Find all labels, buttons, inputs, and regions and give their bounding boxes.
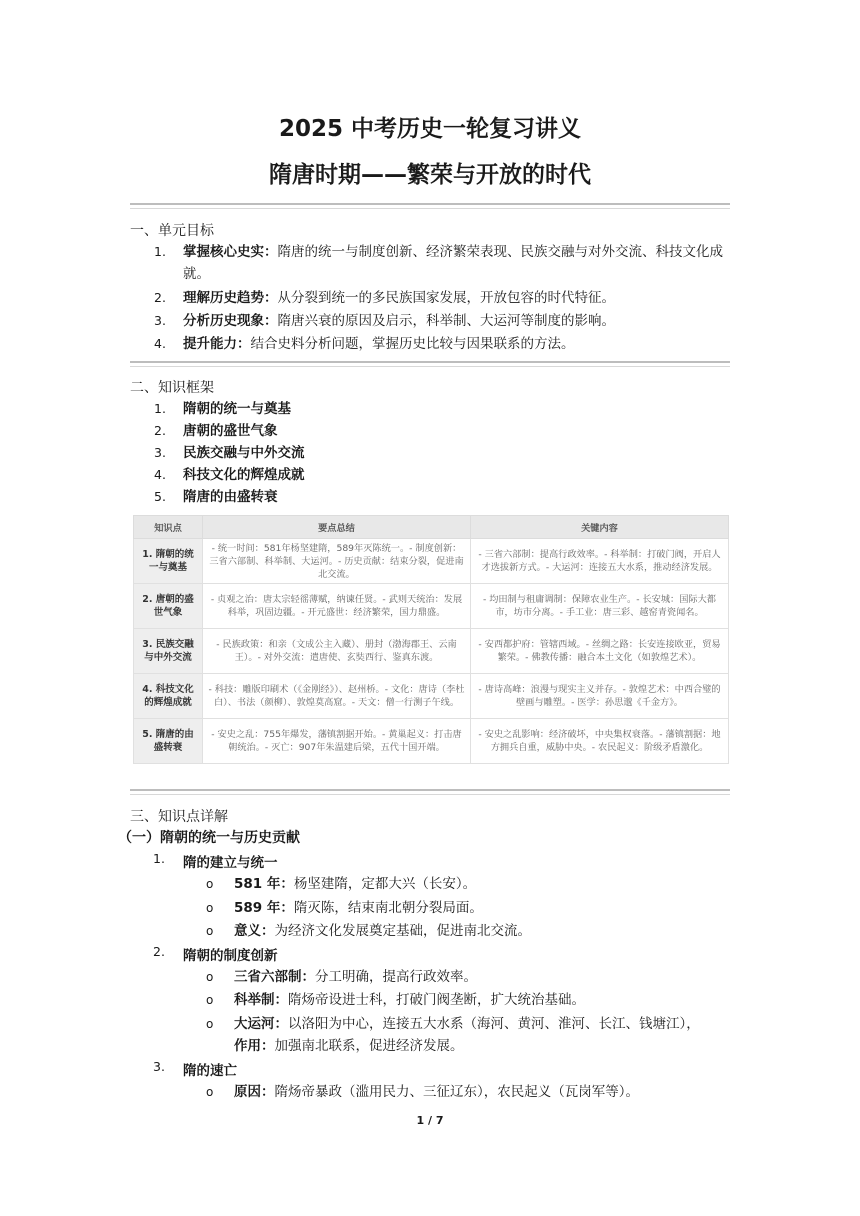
part-title: 隋的速亡 [183,1063,237,1079]
bullet-item [206,1013,736,1057]
bullet-text: 隋炀帝暴政（滥用民力、三征辽东），农民起义（瓦岗军等）。 [274,1084,639,1100]
goal-label: 提升能力： [183,336,251,352]
framework-item [130,486,730,508]
part-title: 隋朝的制度创新 [183,948,278,964]
framework-text: 唐朝的盛世气象 [183,423,278,439]
bullet-label: 大运河： [234,1016,288,1032]
bullet-text: 隋灭陈，结束南北朝分裂局面。 [293,900,483,916]
goal-text: 结合史料分析问题，掌握历史比较与因果联系的方法。 [250,336,575,352]
bullet-label: 581 年： [234,876,294,892]
bullet-item [206,873,736,895]
framework-text: 隋唐的由盛转衰 [183,489,278,505]
item-number: 2. [153,944,165,959]
bullet-label: 589 年： [234,900,294,916]
bullet-text: 加强南北联系，促进经济发展。 [274,1038,464,1054]
bullet-item [206,897,736,919]
section-heading-goals: 一、单元目标 [130,223,214,239]
table-cell: - 统一时间：581年杨坚建隋，589年灭陈统一。- 制度创新：三省六部制、科举制、大运河。- 历史贡献：结束分裂，促进南北交流。 [203,539,471,584]
bullet-text: 分工明确，提高行政效率。 [315,969,477,985]
goal-item [130,310,730,332]
framework-item [130,420,730,442]
item-number: 2. [154,290,166,305]
bullet-icon: o [206,1017,214,1031]
bullet-label: 原因： [234,1084,275,1100]
bullet-text: 以洛阳为中心，连接五大水系（海河、黄河、淮河、长江、钱塘江）， [288,1016,700,1032]
bullet-label: 作用： [234,1038,275,1054]
framework-text: 民族交融与中外交流 [183,445,305,461]
knowledge-table [133,515,729,764]
document-title: 2025 中考历史一轮复习讲义 [278,116,582,142]
goal-text: 从分裂到统一的多民族国家发展，开放包容的时代特征。 [277,290,615,306]
table-row [134,674,729,719]
table-header-row [134,516,729,539]
table-row [134,584,729,629]
item-number: 1. [154,244,166,259]
bullet-text: 杨坚建隋，定都大兴（长安）。 [293,876,477,892]
section-heading-details: 三、知识点详解 [130,809,228,825]
goal-label: 分析历史现象： [183,313,278,329]
item-number: 3. [154,313,166,328]
bullet-icon: o [206,993,214,1007]
framework-item [130,398,730,420]
table-cell: 4. 科技文化的辉煌成就 [134,674,203,719]
divider [130,203,730,209]
bullet-text: 为经济文化发展奠定基础，促进南北交流。 [274,923,531,939]
bullet-item [206,966,736,988]
item-number: 3. [154,445,166,460]
table-cell: 2. 唐朝的盛世气象 [134,584,203,629]
goals-list [130,241,730,355]
table-cell: - 安史之乱影响：经济破坏，中央集权衰落。- 藩镇割据：地方拥兵自重，威胁中央。- 农民起义：阶级矛盾激化。 [471,719,729,764]
framework-text: 科技文化的辉煌成就 [183,467,305,483]
table-header-cell: 关键内容 [471,516,729,539]
goal-label: 理解历史趋势： [183,290,278,306]
subsection-heading: （一）隋朝的统一与历史贡献 [118,830,300,846]
table-header-cell: 要点总结 [203,516,471,539]
goal-item [130,241,730,285]
item-number: 3. [153,1059,165,1074]
bullet-icon: o [206,877,214,891]
goal-label: 掌握核心史实： [183,244,278,260]
document-subtitle: 隋唐时期——繁荣与开放的时代 [269,162,591,188]
bullet-label: 三省六部制： [234,969,315,985]
goal-text: 隋唐的统一与制度创新、经济繁荣表现、民族交融与对外交流、科技文化成就。 [183,244,723,282]
table-row [134,539,729,584]
table-cell: 1. 隋朝的统一与奠基 [134,539,203,584]
table-row [134,629,729,674]
table-cell: - 贞观之治：唐太宗轻徭薄赋，纳谏任贤。- 武则天统治：发展科举，巩固边疆。- 开元盛世：经济繁荣，国力鼎盛。 [203,584,471,629]
framework-item [130,442,730,464]
bullet-icon: o [206,970,214,984]
table-cell: - 唐诗高峰：浪漫与现实主义并存。- 敦煌艺术：中西合璧的壁画与雕塑。- 医学：孙思邈《千金方》。 [471,674,729,719]
goal-item [130,333,730,355]
item-number: 1. [153,851,165,866]
table-cell: - 安西都护府：管辖西域。- 丝绸之路：长安连接欧亚，贸易繁荣。- 佛教传播：融合本土文化（如敦煌艺术）。 [471,629,729,674]
table-cell: - 安史之乱：755年爆发，藩镇割据开始。- 黄巢起义：打击唐朝统治。- 灭亡：907年朱温建后梁，五代十国开端。 [203,719,471,764]
table-cell: 3. 民族交融与中外交流 [134,629,203,674]
item-number: 4. [154,336,166,351]
divider [130,789,730,795]
item-number: 2. [154,423,166,438]
table-cell: - 民族政策：和亲（文成公主入藏）、册封（渤海郡王、云南王）。- 对外交流：遣唐使、玄奘西行、鉴真东渡。 [203,629,471,674]
framework-item [130,464,730,486]
item-number: 5. [154,489,166,504]
table-cell: - 科技：雕版印刷术（《金刚经》）、赵州桥。- 文化：唐诗（李杜白）、书法（颜柳）、敦煌莫高窟。- 天文：僧一行测子午线。 [203,674,471,719]
framework-text: 隋朝的统一与奠基 [183,401,291,417]
framework-list [130,398,730,508]
table-cell: - 均田制与租庸调制：保障农业生产。- 长安城：国际大都市，坊市分离。- 手工业：唐三彩、越窑青瓷闻名。 [471,584,729,629]
bullet-icon: o [206,1085,214,1099]
divider [130,361,730,367]
bullet-icon: o [206,924,214,938]
bullet-label: 意义： [234,923,275,939]
item-number: 4. [154,467,166,482]
goal-item [130,287,730,309]
table-row [134,719,729,764]
goal-text: 隋唐兴衰的原因及启示，科举制、大运河等制度的影响。 [277,313,615,329]
table-cell: - 三省六部制：提高行政效率。- 科举制：打破门阀，开启人才选拔新方式。- 大运河：连接五大水系，推动经济发展。 [471,539,729,584]
bullet-item [206,920,736,942]
bullet-item [206,989,736,1011]
bullet-text: 隋炀帝设进士科，打破门阀垄断，扩大统治基础。 [288,992,585,1008]
bullet-item [206,1081,736,1103]
page-number: 1 / 7 [416,1114,444,1127]
item-number: 1. [154,401,166,416]
table-cell: 5. 隋唐的由盛转衰 [134,719,203,764]
section-heading-framework: 二、知识框架 [130,380,214,396]
bullet-icon: o [206,901,214,915]
table-header-cell: 知识点 [134,516,203,539]
part-title: 隋的建立与统一 [183,855,278,871]
bullet-label: 科举制： [234,992,288,1008]
